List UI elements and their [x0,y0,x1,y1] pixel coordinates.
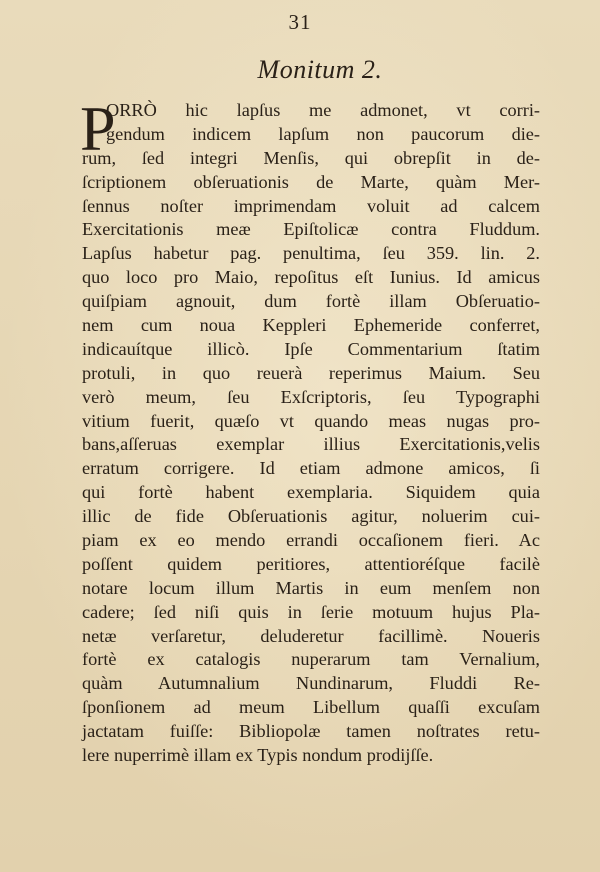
text-line: vitium fuerit, quæſo vt quando meas nugas pro- [82,410,540,431]
text-line: lere nuperrimè illam ex Typis nondum prodijſſe. [82,745,434,766]
text-line: ſcriptionem obſeruationis de Marte, quàm Mer- [82,171,540,192]
text-line: poſſent quidem peritiores, attentioréſque facilè [82,553,540,574]
text-line: Lapſus habetur pag. penultima, ſeu 359. lin. 2. [82,243,540,264]
text-line: bans,aſſeruas exemplar illius Exercitationis,velis [82,434,540,455]
text-line: gendum indicem lapſum non paucorum die- [106,123,540,144]
text-line: illic de fide Obſeruationis agitur, noluerim cui- [82,506,540,527]
text-line: erratum corrigere. Id etiam admone amicos, ſi [82,458,540,479]
text-line: verò meum, ſeu Exſcriptoris, ſeu Typographi [82,386,540,407]
text-line: rum, ſed integri Menſis, qui obrepſit in de- [82,147,540,168]
text-line: quàm Autumnalium Nundinarum, Fluddi Re- [82,673,540,694]
text-line: netæ verſaretur, deluderetur facillimè. Noueris [82,625,540,646]
text-line: jactatam fuiſſe: Bibliopolæ tamen noſtrates retu- [82,721,540,742]
text-line: qui fortè habent exemplaria. Siquidem quia [82,482,540,503]
text-line: ſennus noſter imprimendam voluit ad calcem [82,195,540,216]
page-number: 31 [288,10,312,34]
text-line: Exercitationis meæ Epiſtolicæ contra Fluddum. [82,219,540,240]
text-line: ORRÒ hic lapſus me admonet, vt corri- [106,100,540,120]
text-line: cadere; ſed niſi quis in ſerie motuum hujus Pla- [82,601,540,622]
text-line: notare locum illum Martis in eum menſem non [82,577,540,598]
drop-initial: P [80,93,116,164]
section-heading: Monitum 2. [257,55,383,84]
text-line: fortè ex catalogis nuperarum tam Vernalium, [82,649,540,670]
text-line: ſponſionem ad meum Libellum quaſſi excuſam [82,697,540,718]
text-line: quiſpiam agnouit, dum fortè illam Obſeruatio- [82,291,540,312]
text-line: quo loco pro Maio, repoſitus eſt Iunius. Id amicus [82,267,540,288]
text-line: piam ex eo mendo errandi occaſionem fieri. Ac [82,530,540,551]
text-line: indicauítque illicò. Ipſe Commentarium ſtatim [82,338,540,359]
text-line: nem cum noua Keppleri Ephemeride conferret, [82,315,540,336]
body-text [80,93,540,768]
text-line: protuli, in quo reuerà reperimus Maium. Seu [82,362,540,383]
